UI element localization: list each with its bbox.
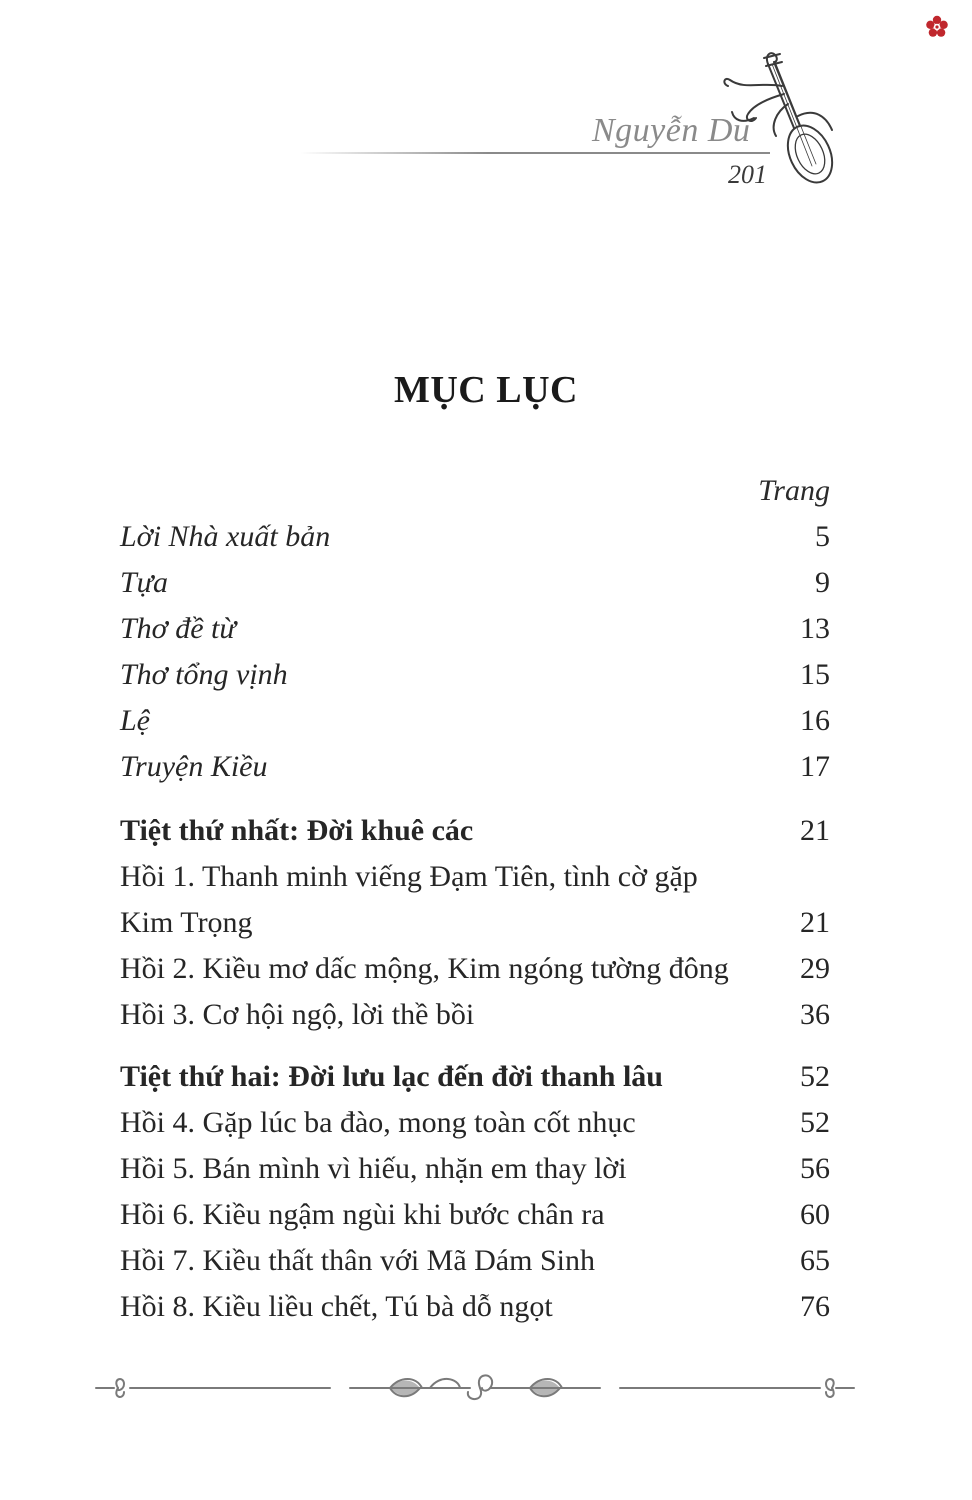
toc-section-heading[interactable] — [120, 1060, 830, 1104]
toc-section-heading[interactable] — [120, 814, 830, 858]
toc-entry-page: 13 — [800, 612, 830, 645]
toc-entry-page: 65 — [800, 1244, 830, 1277]
toc-entry-page: 60 — [800, 1198, 830, 1231]
toc-entry-label: Truyện Kiều — [120, 750, 268, 783]
toc-entry-page: 29 — [800, 952, 830, 985]
toc-entry-page: 56 — [800, 1152, 830, 1185]
header-rule — [300, 152, 770, 154]
section-heading-label: Tiệt thứ nhất: Đời khuê các — [120, 814, 474, 847]
toc-entry-label: Hồi 5. Bán mình vì hiếu, nhặn em thay lời — [120, 1152, 627, 1185]
section-heading-label: Tiệt thứ hai: Đời lưu lạc đến đời thanh lâu — [120, 1060, 663, 1093]
toc-entry-label: Hồi 4. Gặp lúc ba đào, mong toàn cốt nhục — [120, 1106, 636, 1139]
toc-entry-label: Hồi 6. Kiều ngậm ngùi khi bước chân ra — [120, 1198, 605, 1231]
toc-entry-page: 15 — [800, 658, 830, 691]
toc-entry-page: 52 — [800, 1106, 830, 1139]
toc-entry-label: Lệ — [120, 704, 150, 737]
section-heading-page: 52 — [800, 1060, 830, 1093]
page-column-header: Trang — [758, 474, 830, 507]
toc-entry-label: Lời Nhà xuất bản — [120, 520, 331, 553]
toc-entry[interactable] — [120, 1152, 830, 1196]
toc-entry-label: Thơ đề từ — [120, 612, 236, 645]
header-page-number: 201 — [728, 160, 767, 189]
section-heading-page: 21 — [800, 814, 830, 847]
toc-entry[interactable] — [120, 704, 830, 748]
toc-entry-label: Hồi 7. Kiều thất thân với Mã Dám Sinh — [120, 1244, 595, 1277]
toc-entry-page: 36 — [800, 998, 830, 1031]
toc-entry[interactable] — [120, 1290, 830, 1334]
toc-entry[interactable] — [120, 952, 830, 996]
toc-entry[interactable] — [120, 1244, 830, 1288]
toc-entry-page: 76 — [800, 1290, 830, 1323]
toc-entry[interactable] — [120, 1106, 830, 1150]
toc-entry[interactable] — [120, 566, 830, 610]
toc-entry-label: Hồi 1. Thanh minh viếng Đạm Tiên, tình cờ gặp — [120, 860, 698, 893]
lute-icon — [714, 46, 844, 196]
toc-entry-label: Hồi 8. Kiều liều chết, Tú bà dỗ ngọt — [120, 1290, 553, 1323]
toc-entry-label: Tựa — [120, 566, 169, 599]
toc-entry[interactable] — [120, 520, 830, 564]
toc-entry-label: Hồi 2. Kiều mơ dấc mộng, Kim ngóng tường đông — [120, 952, 729, 985]
toc-entry[interactable] — [120, 750, 830, 794]
toc-entry-page: 21 — [800, 906, 830, 939]
toc-entry[interactable] — [120, 906, 830, 950]
toc-entry[interactable] — [120, 612, 830, 656]
toc-entry[interactable] — [120, 860, 830, 904]
toc-entry[interactable] — [120, 1198, 830, 1242]
toc-entry[interactable] — [120, 658, 830, 702]
toc-entry-page: 5 — [815, 520, 830, 553]
page-title: MỤC LỤC — [394, 369, 578, 411]
toc-entry-label: Hồi 3. Cơ hội ngộ, lời thề bồi — [120, 998, 475, 1031]
toc-entry-label: Kim Trọng — [120, 906, 253, 939]
running-header — [0, 0, 972, 200]
toc-entry[interactable] — [120, 998, 830, 1042]
floral-divider-icon — [90, 1368, 860, 1408]
toc-entry-page: 16 — [800, 704, 830, 737]
toc-entry-page: 17 — [800, 750, 830, 783]
header-author: Nguyễn Du — [592, 112, 751, 149]
toc-entry-page: 9 — [815, 566, 830, 599]
toc-entry-label: Thơ tổng vịnh — [120, 658, 288, 691]
